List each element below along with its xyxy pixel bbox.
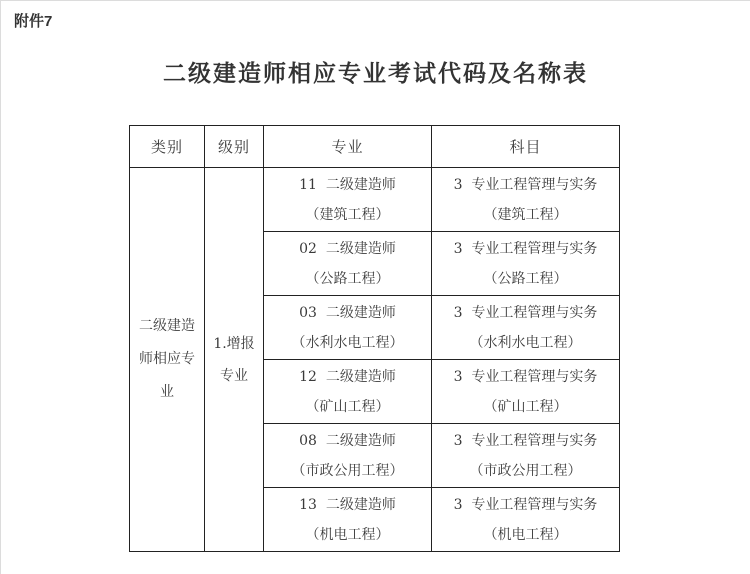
major-cell — [264, 424, 432, 488]
major-cell — [264, 232, 432, 296]
subject-cell — [432, 360, 620, 424]
category-text: 二级建造 — [139, 318, 195, 334]
category-cell — [130, 168, 205, 552]
subject-subname: （水利水电工程） — [469, 334, 582, 351]
major-subname: （矿山工程） — [305, 398, 390, 415]
major-name: 03 二级建造师 — [299, 304, 396, 321]
subject-subname: （机电工程） — [483, 526, 568, 543]
major-cell — [264, 168, 432, 232]
subject-subname: （公路工程） — [483, 270, 568, 287]
subject-name: 3 专业工程管理与实务 — [453, 496, 598, 513]
subject-name: 3 专业工程管理与实务 — [453, 368, 598, 385]
subject-subname: （建筑工程） — [483, 206, 568, 223]
major-subname: （市政公用工程） — [291, 462, 404, 479]
subject-name: 3 专业工程管理与实务 — [453, 240, 598, 257]
level-text: 1.增报 — [213, 335, 255, 352]
subject-name: 3 专业工程管理与实务 — [453, 176, 598, 193]
attachment-label: 附件7 — [14, 13, 53, 30]
subject-cell — [432, 168, 620, 232]
major-cell — [264, 488, 432, 552]
header-cell-level: 级别 — [205, 126, 264, 168]
major-name: 02 二级建造师 — [299, 240, 396, 257]
table-row — [130, 168, 620, 232]
major-subname: （建筑工程） — [305, 206, 390, 223]
subject-subname: （矿山工程） — [483, 398, 568, 415]
major-subname: （机电工程） — [305, 526, 390, 543]
major-cell — [264, 296, 432, 360]
major-subname: （公路工程） — [305, 270, 390, 287]
major-name: 11 二级建造师 — [299, 176, 396, 193]
subject-cell — [432, 232, 620, 296]
major-name: 13 二级建造师 — [299, 496, 396, 513]
table-header-row — [130, 126, 620, 168]
category-text: 业 — [160, 384, 174, 400]
subject-name: 3 专业工程管理与实务 — [453, 432, 598, 449]
subject-cell — [432, 296, 620, 360]
major-subname: （水利水电工程） — [291, 334, 404, 351]
page-title: 二级建造师相应专业考试代码及名称表 — [163, 60, 588, 86]
category-text: 师相应专 — [139, 351, 195, 367]
subject-subname: （市政公用工程） — [469, 462, 582, 479]
subject-cell — [432, 488, 620, 552]
major-name: 12 二级建造师 — [299, 368, 396, 385]
header-cell-category: 类别 — [130, 126, 205, 168]
level-cell — [205, 168, 264, 552]
header-cell-subject: 科目 — [432, 126, 620, 168]
exam-code-table — [129, 125, 620, 552]
subject-name: 3 专业工程管理与实务 — [453, 304, 598, 321]
subject-cell — [432, 424, 620, 488]
major-cell — [264, 360, 432, 424]
header-cell-major: 专业 — [264, 126, 432, 168]
major-name: 08 二级建造师 — [299, 432, 396, 449]
level-text: 专业 — [220, 367, 248, 384]
